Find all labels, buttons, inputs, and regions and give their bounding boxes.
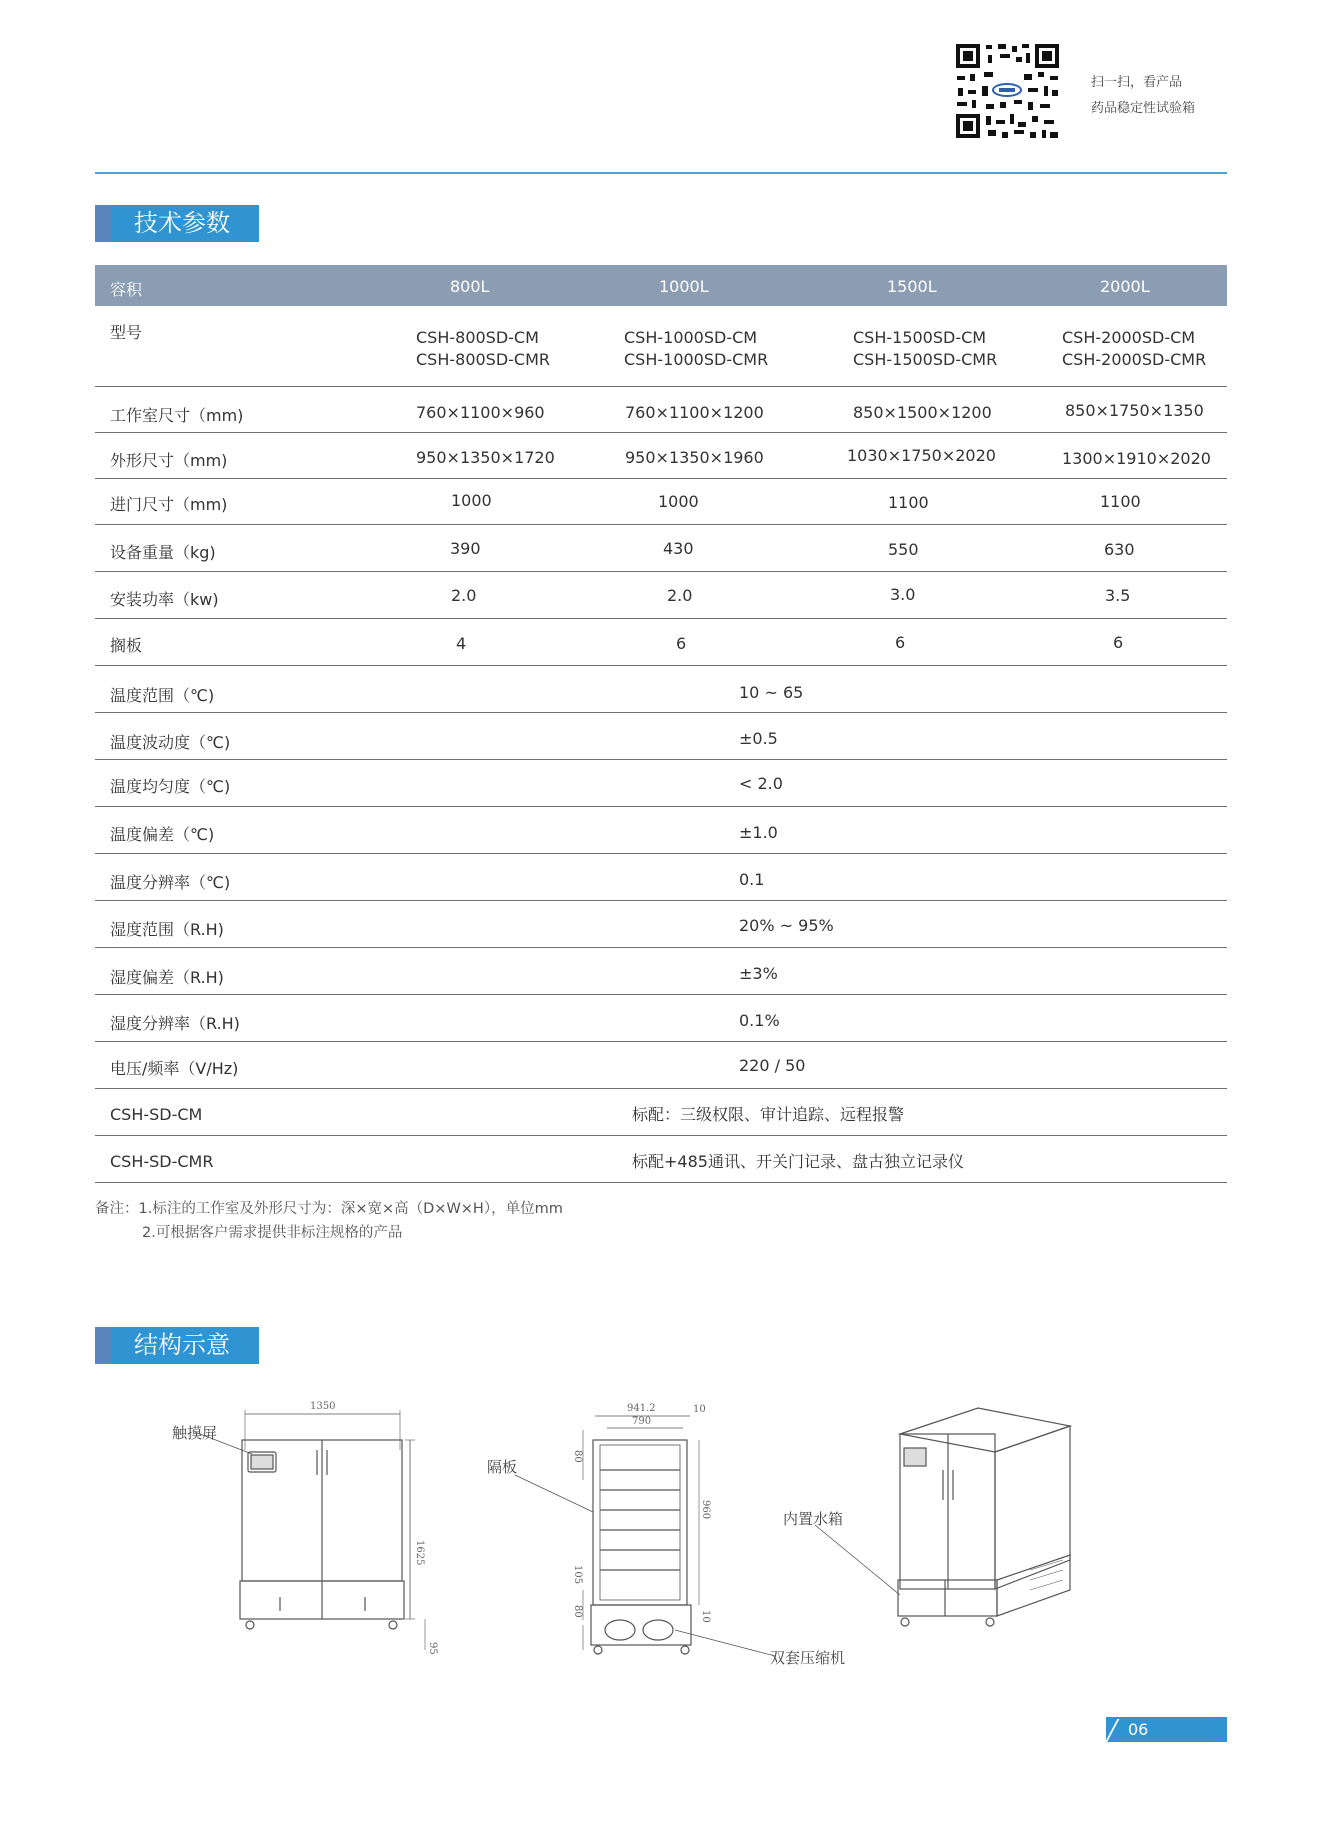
row-value: ±3% <box>739 964 778 983</box>
row-value: < 2.0 <box>739 774 783 793</box>
dim-side-outer: 941.2 <box>627 1403 656 1414</box>
row-value-2: 760×1100×1200 <box>625 403 764 422</box>
row-label: 温度波动度（℃) <box>110 733 231 752</box>
perspective-view-drawing <box>898 1408 1070 1626</box>
row-label: 进门尺寸（mm) <box>110 495 228 514</box>
qr-caption-line2: 药品稳定性试验箱 <box>1091 101 1196 116</box>
table-row-humidity-resolution <box>95 995 1227 1042</box>
model-col-4 <box>1062 327 1206 371</box>
model-cm: CSH-800SD-CM <box>416 328 539 347</box>
model-cm: CSH-1500SD-CM <box>853 328 987 347</box>
row-value-2: 430 <box>663 539 694 558</box>
row-value-2: 1000 <box>658 492 699 511</box>
row-value-1: 760×1100×960 <box>416 403 545 422</box>
callout-shelf: 隔板 <box>487 1458 518 1476</box>
table-row-temp-deviation <box>95 807 1227 854</box>
row-value-3: 550 <box>888 540 919 559</box>
row-value-1: 390 <box>450 539 481 558</box>
row-label: 温度均匀度（℃) <box>110 777 231 796</box>
spec-table <box>95 265 1227 1183</box>
model-cm: CSH-2000SD-CM <box>1062 328 1196 347</box>
table-row-temp-uniformity <box>95 760 1227 807</box>
row-value: 0.1 <box>739 870 765 889</box>
header-col-3: 1500L <box>887 277 937 296</box>
footnote <box>95 1197 563 1245</box>
row-label: 设备重量（kg) <box>110 543 216 562</box>
header-label: 容积 <box>110 280 143 299</box>
row-value-1: 950×1350×1720 <box>416 448 555 467</box>
dim-side-gap: 10 <box>693 1404 706 1415</box>
structure-drawings <box>95 1390 1095 1670</box>
qr-code-icon <box>954 42 1061 140</box>
model-col-2 <box>624 327 768 371</box>
front-view-drawing <box>240 1410 425 1650</box>
table-row-outer-size <box>95 433 1227 479</box>
table-row-weight <box>95 525 1227 572</box>
dim-side-mid: 105 <box>572 1565 583 1585</box>
row-value: ±1.0 <box>739 823 778 842</box>
dim-front-base: 95 <box>427 1642 438 1655</box>
row-label: 湿度偏差（R.H) <box>110 968 224 987</box>
row-value: 10 ~ 65 <box>739 683 804 702</box>
dim-front-width: 1350 <box>310 1401 336 1412</box>
row-value-4: 6 <box>1113 633 1124 652</box>
row-label: 温度分辨率（℃) <box>110 873 231 892</box>
row-value-3: 1030×1750×2020 <box>847 446 996 465</box>
dim-side-top: 80 <box>572 1450 583 1463</box>
row-label: CSH-SD-CM <box>110 1105 203 1124</box>
row-value-3: 1100 <box>888 493 929 512</box>
side-view-drawing <box>583 1416 699 1654</box>
row-label: 搁板 <box>110 636 143 655</box>
table-row-config-cmr <box>95 1136 1227 1183</box>
table-row-temp-resolution <box>95 854 1227 901</box>
model-col-3 <box>853 327 997 371</box>
row-label: 工作室尺寸（mm) <box>110 406 244 425</box>
table-row-model <box>95 306 1227 387</box>
row-value-3: 3.0 <box>890 585 916 604</box>
row-label: 湿度分辨率（R.H) <box>110 1014 240 1033</box>
table-row-temp-range <box>95 666 1227 713</box>
row-label: 温度范围（℃) <box>110 686 215 705</box>
callout-compressor: 双套压缩机 <box>770 1649 846 1667</box>
row-value: 标配：三级权限、审计追踪、远程报警 <box>632 1105 905 1124</box>
row-value-4: 1300×1910×2020 <box>1062 449 1211 468</box>
row-label: 湿度范围（R.H) <box>110 920 224 939</box>
row-label: 外形尺寸（mm) <box>110 451 228 470</box>
model-cmr: CSH-800SD-CMR <box>416 350 551 369</box>
row-label: 电压/频率（V/Hz) <box>110 1059 239 1078</box>
row-value-1: 4 <box>456 634 467 653</box>
row-value: 220 / 50 <box>739 1056 806 1075</box>
header-col-2: 1000L <box>659 277 709 296</box>
dim-front-height: 1625 <box>414 1540 425 1566</box>
dim-side-low: 10 <box>700 1610 711 1623</box>
row-value-2: 6 <box>676 634 687 653</box>
footnote-line1: 备注：1.标注的工作室及外形尺寸为：深×宽×高（D×W×H），单位mm <box>95 1201 563 1217</box>
row-value: ±0.5 <box>739 729 778 748</box>
table-row-config-cm <box>95 1089 1227 1136</box>
page-number: 06 <box>1128 1720 1149 1739</box>
row-label: 型号 <box>110 323 143 342</box>
row-value-3: 6 <box>895 633 906 652</box>
model-col-1 <box>416 327 550 371</box>
model-cm: CSH-1000SD-CM <box>624 328 758 347</box>
table-row-humidity-range <box>95 901 1227 948</box>
row-value-4: 3.5 <box>1105 586 1131 605</box>
row-value: 标配+485通讯、开关门记录、盘古独立记录仪 <box>632 1152 964 1171</box>
dim-side-inner: 790 <box>632 1416 652 1427</box>
structure-drawings-svg <box>95 1390 1095 1670</box>
row-value: 20% ~ 95% <box>739 916 834 935</box>
row-value-4: 850×1750×1350 <box>1065 401 1204 420</box>
row-label: 温度偏差（℃) <box>110 825 215 844</box>
table-row-door-size <box>95 479 1227 525</box>
table-row-temp-fluctuation <box>95 713 1227 760</box>
top-divider <box>95 172 1227 174</box>
row-value-1: 2.0 <box>451 586 477 605</box>
section-title-structure <box>95 1327 259 1364</box>
table-row-shelves <box>95 619 1227 666</box>
row-value: 0.1% <box>739 1011 780 1030</box>
table-row-power <box>95 572 1227 619</box>
model-cmr: CSH-1000SD-CMR <box>624 350 769 369</box>
section-title-specs <box>95 205 259 242</box>
model-cmr: CSH-2000SD-CMR <box>1062 350 1207 369</box>
qr-caption <box>1091 70 1195 122</box>
row-value-4: 1100 <box>1100 492 1141 511</box>
footnote-line2: 2.可根据客户需求提供非标注规格的产品 <box>142 1225 403 1241</box>
table-row-humidity-deviation <box>95 948 1227 995</box>
row-value-2: 2.0 <box>667 586 693 605</box>
page-number-tab <box>1106 1717 1227 1742</box>
row-label: CSH-SD-CMR <box>110 1152 214 1171</box>
row-value-3: 850×1500×1200 <box>853 403 992 422</box>
table-row-chamber-size <box>95 387 1227 433</box>
row-label: 安装功率（kw) <box>110 590 219 609</box>
header-col-4: 2000L <box>1100 277 1150 296</box>
row-value-2: 950×1350×1960 <box>625 448 764 467</box>
dim-side-chamber: 960 <box>700 1500 711 1520</box>
spec-table-header <box>95 265 1227 306</box>
section-title-structure-text: 结构示意 <box>134 1331 230 1359</box>
table-row-voltage <box>95 1042 1227 1089</box>
row-value-1: 1000 <box>451 491 492 510</box>
callout-water-tank: 内置水箱 <box>783 1510 844 1528</box>
dim-side-bottom: 80 <box>572 1605 583 1618</box>
qr-caption-line1: 扫一扫，看产品 <box>1091 75 1183 90</box>
model-cmr: CSH-1500SD-CMR <box>853 350 998 369</box>
callout-touchscreen: 触摸屏 <box>172 1424 218 1442</box>
section-title-specs-text: 技术参数 <box>134 209 230 237</box>
header-col-1: 800L <box>450 277 490 296</box>
row-value-4: 630 <box>1104 540 1135 559</box>
